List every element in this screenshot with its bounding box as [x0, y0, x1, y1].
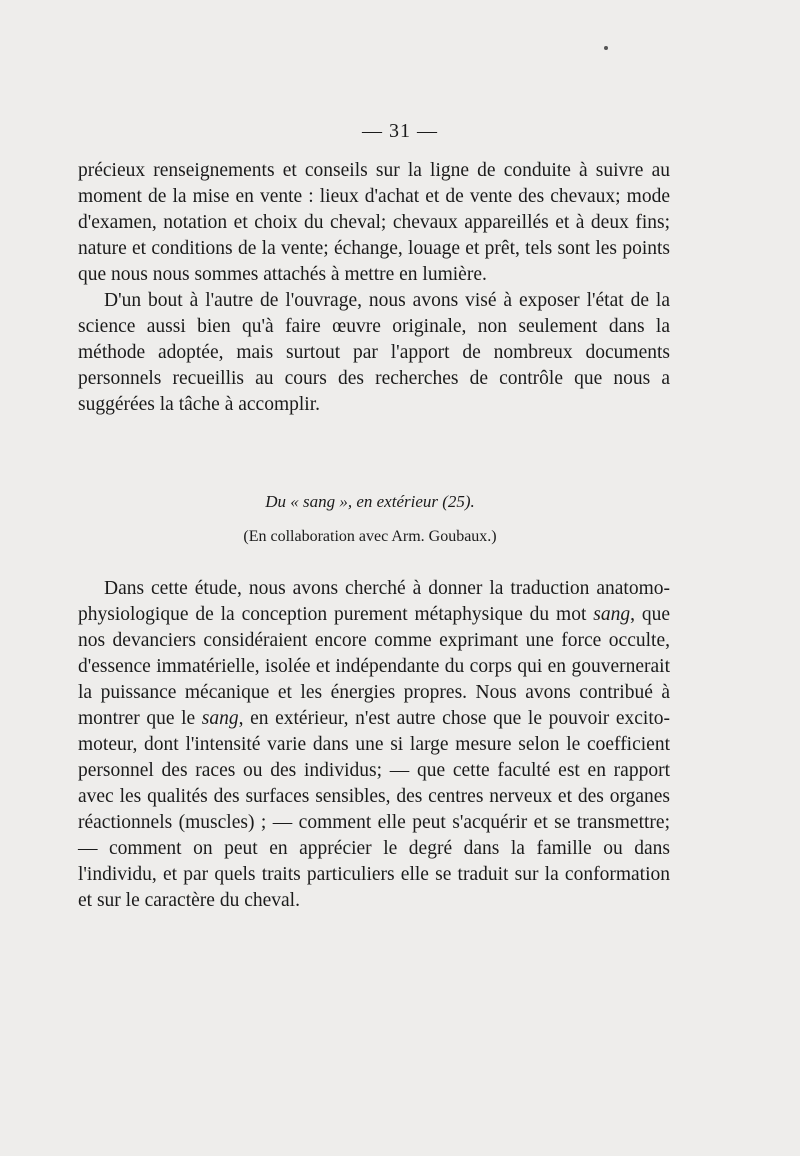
section-subtitle: (En collaboration avec Arm. Goubaux.): [243, 528, 497, 545]
page-number: — 31 —: [362, 120, 438, 142]
paragraph-sang-part2: , que nos devanciers considéraient encore comme exprimant une force occulte, d'essence immatérielle, isolée et indépendante du corps qui en gouvernerait la puissance mécanique et les énergies propres. Nous avons contribué à montrer que le: [78, 604, 671, 729]
italic-term-sang-2: sang: [201, 708, 239, 729]
paragraph-sang: [78, 576, 670, 914]
section-title: Du « sang », en extérieur (25).: [265, 492, 475, 511]
italic-term-sang: sang: [593, 604, 631, 625]
paragraph-sang-part1: Dans cette étude, nous avons cherché à donner la traduction anatomo-physiologique de la conception purement métaphysique du mot: [78, 578, 670, 625]
text-block-intro: [78, 158, 670, 418]
paragraph-method: D'un bout à l'autre de l'ouvrage, nous avons visé à exposer l'état de la science aussi bien qu'à faire œuvre originale, non seulement dans la méthode adoptée, mais surtout par l'apport de nombreux documents personnels recueillis au cours des recherches de contrôle que nous a suggérées la tâche à accomplir.: [78, 290, 670, 415]
text-block-sang: [78, 576, 670, 914]
ink-speck: [604, 46, 608, 50]
paragraph-sang-part3: , en extérieur, n'est autre chose que le pouvoir excito-moteur, dont l'intensité varie dans une si large mesure selon le coefficient personnel des races ou des individus; — que cette faculté est en rapport avec les qualités des surfaces sensibles, des centres nerveux et des organes réactionnels (muscles) ; — comment elle peut s'acquérir et se transmettre; — comment on peut en apprécier le degré dans la famille ou dans l'individu, et par quels traits particuliers elle se traduit sur la conformation et sur le caractère du cheval.: [78, 708, 670, 911]
paragraph-continued: précieux renseignements et conseils sur la ligne de conduite à suivre au moment de la mise en vente : lieux d'achat et de vente des chevaux; mode d'examen, notation et choix du cheval; chevaux appareillés et à deux fins; nature et conditions de la vente; échange, louage et prêt, tels sont les points que nous nous sommes attachés à mettre en lumière.: [78, 160, 670, 285]
